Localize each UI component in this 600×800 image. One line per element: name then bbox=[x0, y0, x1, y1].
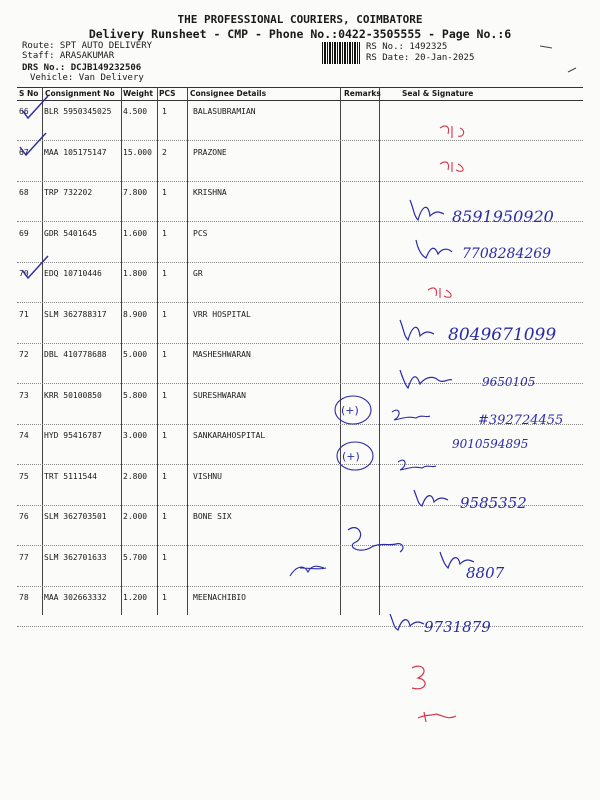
row-consignment-no: TRT 5111544 bbox=[44, 471, 97, 481]
table-row bbox=[17, 425, 583, 465]
row-sno: 71 bbox=[19, 309, 29, 319]
stray-mark bbox=[568, 68, 576, 72]
table-row bbox=[17, 263, 583, 303]
table-row bbox=[17, 587, 583, 627]
row-sno: 68 bbox=[19, 188, 29, 197]
row-consignment-no: KRR 50100850 bbox=[44, 390, 102, 400]
row-pcs: 1 bbox=[162, 471, 167, 481]
row-weight: 5.800 bbox=[123, 390, 148, 400]
handwritten-phone: 9731879 bbox=[424, 618, 491, 636]
row-weight: 1.800 bbox=[123, 269, 148, 278]
row-consignee: VISHNU bbox=[193, 471, 222, 481]
row-weight: 4.500 bbox=[123, 107, 148, 116]
row-divider bbox=[17, 626, 583, 627]
row-sno: 70 bbox=[19, 269, 29, 278]
staff-label: Staff: ARASAKUMAR bbox=[22, 51, 115, 61]
row-consignment-no: SLM 362703501 bbox=[44, 512, 107, 521]
col-header-consignment: Consignment No bbox=[45, 89, 115, 98]
row-consignee: PRAZONE bbox=[193, 147, 227, 157]
row-pcs: 1 bbox=[162, 228, 167, 238]
row-pcs: 1 bbox=[162, 431, 167, 440]
row-consignment-no: BLR 5950345025 bbox=[44, 107, 112, 116]
stray-mark bbox=[540, 46, 552, 48]
row-pcs: 1 bbox=[162, 350, 167, 359]
row-pcs: 1 bbox=[162, 552, 167, 562]
handwritten-phone: 8807 bbox=[466, 564, 505, 582]
table-row bbox=[17, 344, 583, 384]
row-consignment-no: DBL 410778688 bbox=[44, 350, 107, 359]
row-consignment-no: GDR 5401645 bbox=[44, 228, 97, 238]
row-consignee: KRISHNA bbox=[193, 188, 227, 197]
row-weight: 5.000 bbox=[123, 350, 148, 359]
row-pcs: 1 bbox=[162, 390, 167, 400]
table-row bbox=[17, 304, 583, 344]
handwritten-phone: 9010594895 bbox=[452, 437, 529, 451]
row-weight: 2.000 bbox=[123, 512, 148, 521]
vehicle-label: Vehicle: Van Delivery bbox=[30, 73, 144, 83]
col-header-sno: S No bbox=[19, 89, 39, 98]
handwritten-phone: 8591950920 bbox=[452, 207, 554, 226]
row-consignment-no: MAA 302663332 bbox=[44, 593, 107, 602]
row-weight: 15.000 bbox=[123, 147, 152, 157]
row-consignee: VRR HOSPITAL bbox=[193, 309, 251, 319]
row-consignee: BALASUBRAMIAN bbox=[193, 107, 256, 116]
rs-date: RS Date: 20-Jan-2025 bbox=[366, 53, 475, 63]
row-pcs: 1 bbox=[162, 512, 167, 521]
col-header-weight: Weight bbox=[123, 89, 153, 98]
col-header-consignee: Consignee Details bbox=[190, 89, 267, 98]
table-row bbox=[17, 385, 583, 425]
row-sno: 78 bbox=[19, 593, 29, 602]
handwritten-phone: 9650105 bbox=[482, 375, 536, 389]
row-consignment-no: HYD 95416787 bbox=[44, 431, 102, 440]
row-sno: 72 bbox=[19, 350, 29, 359]
row-consignment-no: SLM 362788317 bbox=[44, 309, 107, 319]
row-sno: 67 bbox=[19, 147, 29, 157]
table-row bbox=[17, 182, 583, 222]
row-consignment-no: MAA 105175147 bbox=[44, 147, 107, 157]
route-label: Route: SPT AUTO DELIVERY bbox=[22, 41, 153, 51]
handwritten-note: (+) bbox=[341, 404, 359, 417]
row-weight: 3.000 bbox=[123, 431, 148, 440]
row-sno: 73 bbox=[19, 390, 29, 400]
row-consignment-no: TRP 732202 bbox=[44, 188, 93, 197]
rs-number: RS No.: 1492325 bbox=[366, 42, 448, 52]
red-mark bbox=[412, 666, 425, 689]
handwritten-note: (+) bbox=[342, 450, 360, 463]
row-consignee: MASHESHWARAN bbox=[193, 350, 251, 359]
row-consignee: SURESHWARAN bbox=[193, 390, 246, 400]
handwritten-phone: 8049671099 bbox=[448, 325, 557, 345]
red-mark bbox=[418, 712, 456, 722]
row-sno: 66 bbox=[19, 107, 29, 116]
table-row bbox=[17, 547, 583, 587]
row-weight: 1.200 bbox=[123, 593, 148, 602]
row-pcs: 1 bbox=[162, 593, 167, 602]
row-weight: 8.900 bbox=[123, 309, 148, 319]
table-row bbox=[17, 223, 583, 263]
barcode-icon bbox=[322, 42, 360, 64]
row-sno: 76 bbox=[19, 512, 29, 521]
row-sno: 69 bbox=[19, 228, 29, 238]
row-pcs: 1 bbox=[162, 188, 167, 197]
row-consignment-no: EDQ 10710446 bbox=[44, 269, 102, 278]
table-row bbox=[17, 142, 583, 182]
table-row bbox=[17, 466, 583, 506]
row-consignee: MEENACHIBIO bbox=[193, 593, 246, 602]
drs-number: DRS No.: DCJB149232506 bbox=[22, 63, 142, 73]
table-row bbox=[17, 506, 583, 546]
col-header-pcs: PCS bbox=[159, 89, 176, 98]
row-weight: 5.700 bbox=[123, 552, 148, 562]
row-pcs: 1 bbox=[162, 309, 167, 319]
handwritten-phone: #392724455 bbox=[478, 413, 564, 428]
row-weight: 7.800 bbox=[123, 188, 148, 197]
company-name: THE PROFESSIONAL COURIERS, COIMBATORE bbox=[177, 13, 423, 26]
row-sno: 74 bbox=[19, 431, 29, 440]
row-consignment-no: SLM 362701633 bbox=[44, 552, 107, 562]
row-weight: 2.800 bbox=[123, 471, 148, 481]
row-consignee: PCS bbox=[193, 228, 208, 238]
table-row bbox=[17, 101, 583, 141]
table-top-rule bbox=[17, 87, 583, 88]
row-sno: 75 bbox=[19, 471, 29, 481]
row-consignee: SANKARAHOSPITAL bbox=[193, 431, 266, 440]
handwritten-phone: 9585352 bbox=[460, 494, 527, 512]
col-header-remarks: Remarks bbox=[344, 89, 381, 98]
row-consignee: BONE SIX bbox=[193, 512, 232, 521]
row-weight: 1.600 bbox=[123, 228, 148, 238]
runsheet-title: Delivery Runsheet - CMP - Phone No.:0422-3505555 - Page No.:6 bbox=[88, 27, 512, 41]
row-sno: 77 bbox=[19, 552, 29, 562]
row-pcs: 1 bbox=[162, 269, 167, 278]
handwritten-phone: 7708284269 bbox=[462, 246, 552, 262]
row-consignee: GR bbox=[193, 269, 203, 278]
col-header-seal: Seal & Signature bbox=[402, 89, 474, 98]
row-pcs: 2 bbox=[162, 147, 167, 157]
row-pcs: 1 bbox=[162, 107, 167, 116]
